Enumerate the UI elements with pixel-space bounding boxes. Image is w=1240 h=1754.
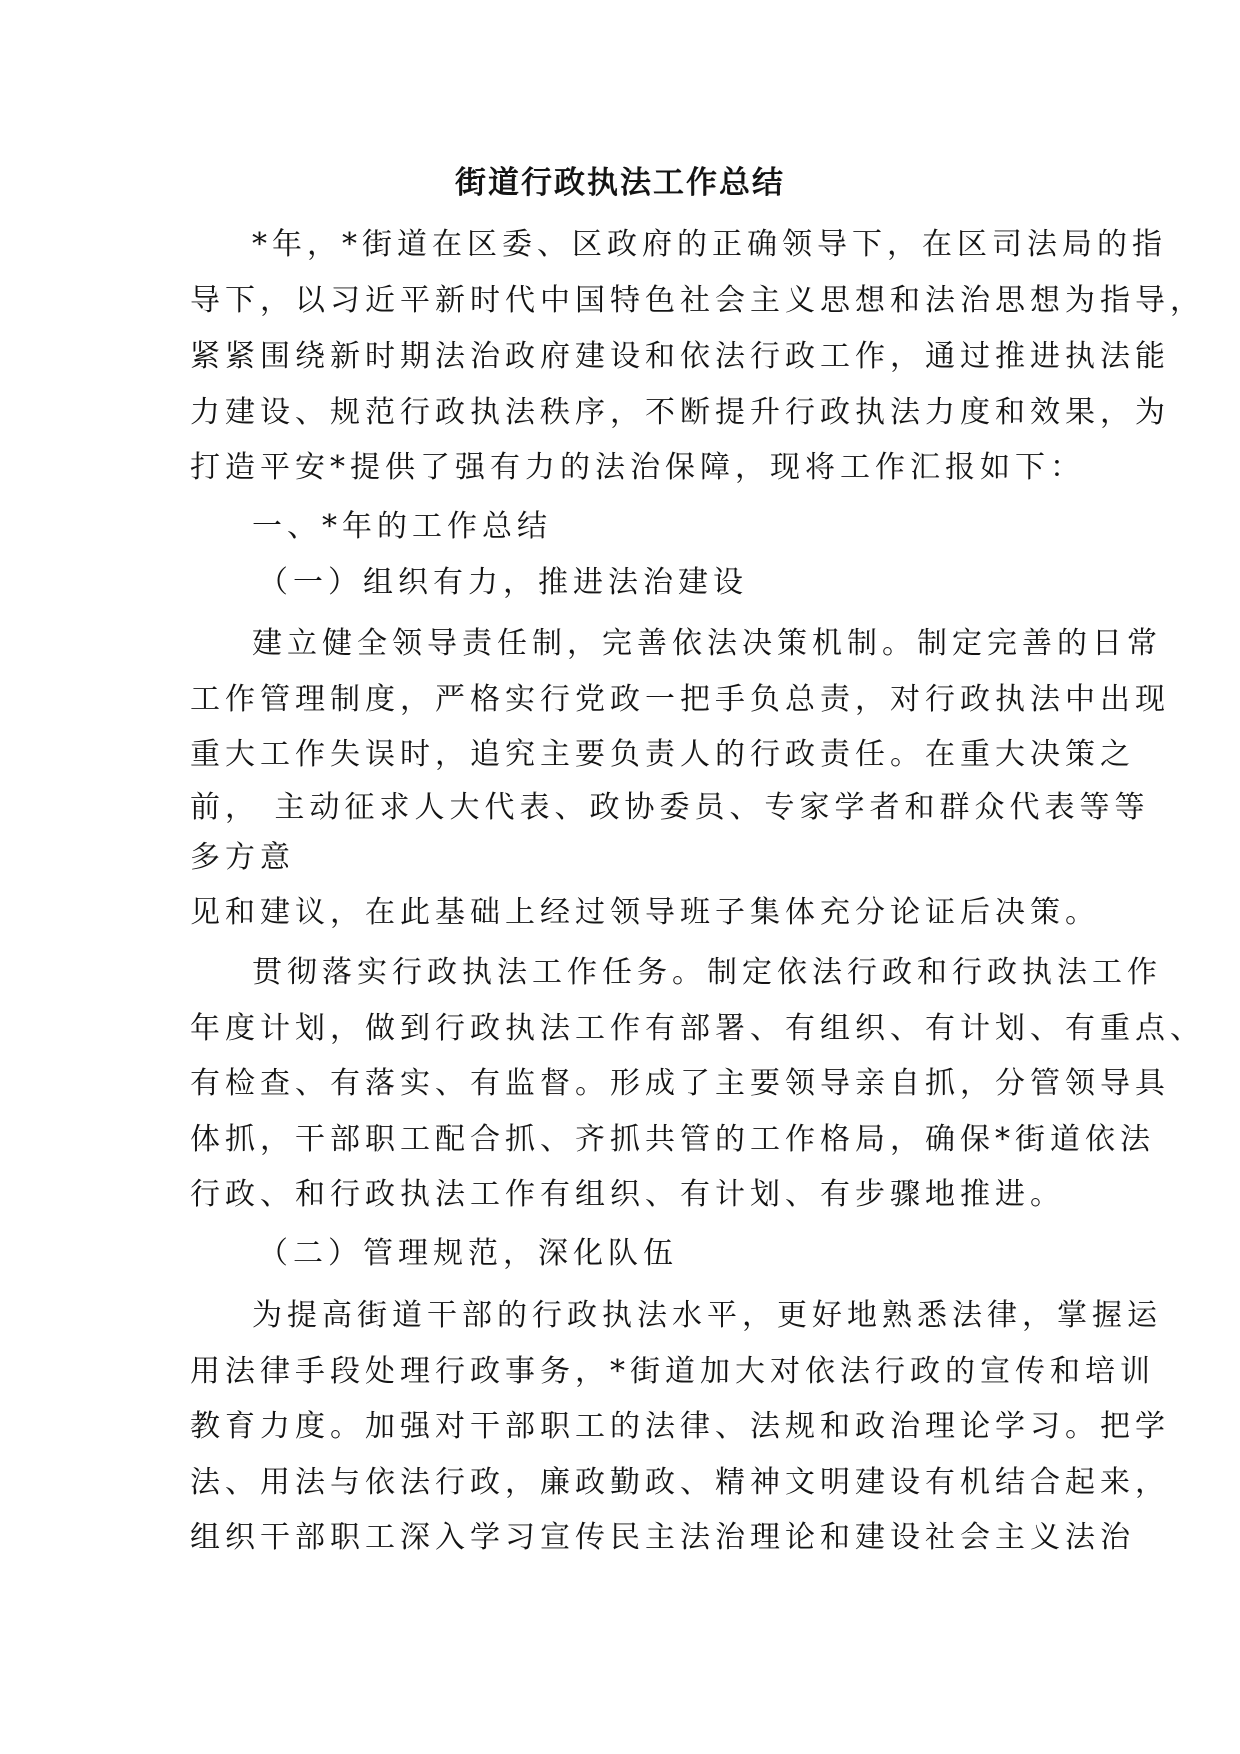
paragraph-line: 为提高街道干部的行政执法水平，更好地熟悉法律，掌握运: [252, 1298, 1162, 1333]
paragraph-line: 法、用法与依法行政，廉政勤政、精神文明建设有机结合起来，: [190, 1465, 1170, 1500]
paragraph-line: 打造平安*提供了强有力的法治保障，现将工作汇报如下：: [190, 450, 1085, 485]
paragraph-line: 导下，以习近平新时代中国特色社会主义思想和法治思想为指导，: [190, 283, 1205, 318]
section-heading: 一、*年的工作总结: [252, 509, 552, 544]
paragraph-line: 贯彻落实行政执法工作任务。制定依法行政和行政执法工作: [252, 955, 1162, 990]
paragraph-line: 见和建议，在此基础上经过领导班子集体充分论证后决策。: [190, 895, 1100, 930]
paragraph-line: 力建设、规范行政执法秩序，不断提升行政执法力度和效果，为: [190, 395, 1170, 430]
paragraph-line: 有检查、有落实、有监督。形成了主要领导亲自抓，分管领导具: [190, 1066, 1170, 1101]
subsection-heading: （二）管理规范，深化队伍: [258, 1236, 678, 1271]
paragraph-line: 重大工作失误时，追究主要负责人的行政责任。在重大决策之: [190, 737, 1135, 772]
paragraph-line: 教育力度。加强对干部职工的法律、法规和政治理论学习。把学: [190, 1409, 1170, 1444]
paragraph-line: 组织干部职工深入学习宣传民主法治理论和建设社会主义法治: [190, 1520, 1135, 1555]
paragraph-line: 建立健全领导责任制，完善依法决策机制。制定完善的日常: [252, 626, 1162, 661]
paragraph-line: 年度计划，做到行政执法工作有部署、有组织、有计划、有重点、: [190, 1011, 1205, 1046]
paragraph-line: 工作管理制度，严格实行党政一把手负总责，对行政执法中出现: [190, 682, 1170, 717]
document-title: 街道行政执法工作总结: [455, 165, 785, 201]
paragraph-line: 紧紧围绕新时期法治政府建设和依法行政工作，通过推进执法能: [190, 339, 1170, 374]
paragraph-line: 前， 主动征求人大代表、政协委员、专家学者和群众代表等等: [190, 790, 1150, 825]
subsection-heading: （一）组织有力，推进法治建设: [258, 565, 748, 600]
paragraph-line: 多方意: [190, 840, 295, 875]
paragraph-line: *年，*街道在区委、区政府的正确领导下，在区司法局的指: [252, 227, 1167, 262]
paragraph-line: 体抓，干部职工配合抓、齐抓共管的工作格局，确保*街道依法: [190, 1122, 1155, 1157]
paragraph-line: 用法律手段处理行政事务，*街道加大对依法行政的宣传和培训: [190, 1354, 1155, 1389]
paragraph-line: 行政、和行政执法工作有组织、有计划、有步骤地推进。: [190, 1177, 1065, 1212]
